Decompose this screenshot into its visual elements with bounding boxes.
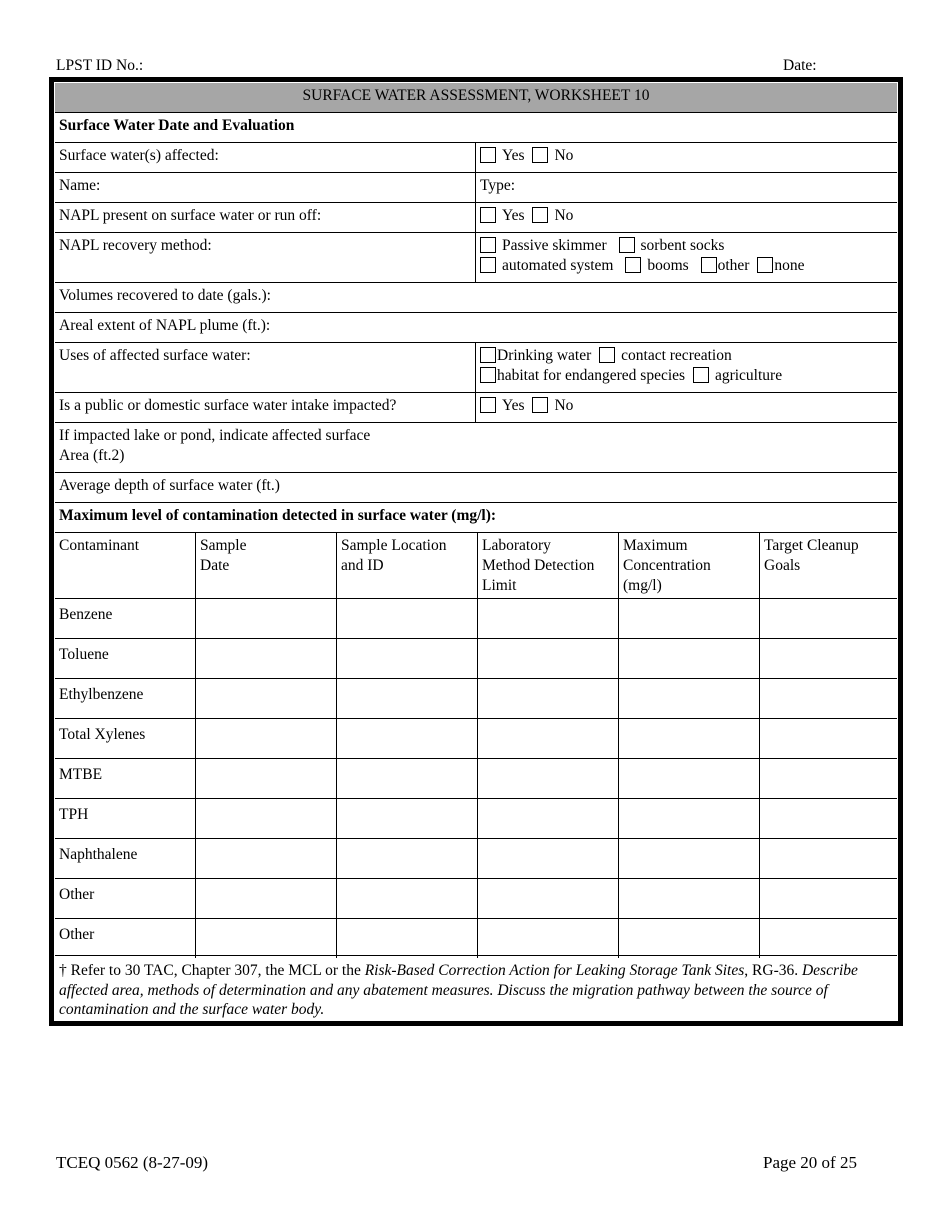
table-cell[interactable] [478,839,619,878]
napl-no-checkbox[interactable] [532,207,548,223]
name-field[interactable]: Name: [59,177,101,194]
lpst-id-label: LPST ID No.: [56,57,144,74]
sorbent-socks-label: sorbent socks [640,237,725,254]
table-cell[interactable] [337,679,478,718]
table-cell[interactable] [760,759,895,798]
table-cell[interactable] [337,919,478,958]
table-cell[interactable] [760,839,895,878]
contaminant-name: Other [59,926,95,943]
intake-yes-label: Yes [502,397,525,414]
table-cell[interactable] [760,639,895,678]
table-cell[interactable] [478,719,619,758]
intake-no-checkbox[interactable] [532,397,548,413]
affected-label: Surface water(s) affected: [59,147,219,164]
type-field[interactable]: Type: [480,177,516,194]
affected-row [55,143,897,172]
section-heading: Surface Water Date and Evaluation [59,117,295,134]
table-row [55,679,897,718]
napl-present-label: NAPL present on surface water or run off: [59,207,322,224]
affected-yes-label: Yes [502,147,525,164]
booms-checkbox[interactable] [625,257,641,273]
affected-options [476,143,897,172]
contaminant-name: Benzene [59,606,113,623]
table-cell[interactable] [619,719,760,758]
uses-options [476,343,897,392]
contact-recreation-checkbox[interactable] [599,347,615,363]
column-header-line: Laboratory [482,537,551,554]
column-header [196,533,337,598]
table-cell[interactable] [619,599,760,638]
table-cell[interactable] [196,679,337,718]
contaminant-name: Toluene [59,646,109,663]
intake-no-label: No [554,397,574,414]
napl-present-row [55,203,897,232]
table-row [55,799,897,838]
column-header-line: Goals [764,557,801,574]
table-cell[interactable] [337,839,478,878]
table-cell[interactable] [478,639,619,678]
depth-field[interactable]: Average depth of surface water (ft.) [59,477,280,494]
uses-row [55,343,897,392]
table-row [55,919,897,958]
form-id: TCEQ 0562 (8-27-09) [56,1153,209,1172]
contact-recreation-label: contact recreation [621,347,732,364]
none-label: none [774,257,805,274]
lake-field[interactable] [55,423,897,472]
table-cell[interactable] [478,599,619,638]
table-row [55,719,897,758]
table-cell[interactable] [619,919,760,958]
column-header-line: Method Detection [482,557,595,574]
automated-system-checkbox[interactable] [480,257,496,273]
passive-skimmer-label: Passive skimmer [502,237,607,254]
column-header-line: Contaminant [59,537,140,554]
date-label: Date: [783,57,817,74]
affected-no-checkbox[interactable] [532,147,548,163]
intake-options [476,393,897,422]
column-header [337,533,478,598]
worksheet-title: SURFACE WATER ASSESSMENT, WORKSHEET 10 [302,87,650,104]
contaminant-name: MTBE [59,766,103,783]
table-cell[interactable] [478,919,619,958]
column-header-line: Concentration [623,557,711,574]
column-header [478,533,619,598]
table-cell[interactable] [760,679,895,718]
none-checkbox[interactable] [757,257,773,273]
table-cell[interactable] [760,719,895,758]
table-cell[interactable] [619,799,760,838]
napl-present-options [476,203,897,232]
table-cell[interactable] [337,719,478,758]
table-cell[interactable] [478,799,619,838]
column-header-line: Maximum [623,537,688,554]
other-label: other [717,257,750,274]
areal-row [55,313,897,342]
volumes-field[interactable]: Volumes recovered to date (gals.): [59,287,271,304]
table-cell[interactable] [760,799,895,838]
contaminant-name: Other [59,886,95,903]
footnote-instructions: Describe affected area, methods of determination and any abatement measures. Discuss the migration pathway between the source of contamination and the surface water body. [59,962,858,1018]
table-cell[interactable] [478,679,619,718]
volumes-row [55,283,897,312]
footnote-suffix: , RG-36. [744,962,799,979]
table-row [55,759,897,798]
habitat-label: habitat for endangered species [497,367,686,384]
intake-row [55,393,897,422]
habitat-checkbox[interactable] [480,367,496,383]
drinking-water-checkbox[interactable] [480,347,496,363]
table-cell[interactable] [196,599,337,638]
other-checkbox[interactable] [701,257,717,273]
column-header-line: Target Cleanup [764,537,859,554]
table-cell[interactable] [196,839,337,878]
table-row [55,639,897,678]
column-header-line: (mg/l) [623,577,662,594]
table-cell[interactable] [196,879,337,918]
uses-label: Uses of affected surface water: [59,347,251,364]
contamination-heading-row [55,503,897,532]
intake-yes-checkbox[interactable] [480,397,496,413]
agriculture-checkbox[interactable] [693,367,709,383]
table-cell[interactable] [196,719,337,758]
table-cell[interactable] [337,879,478,918]
contaminant-name: Naphthalene [59,846,138,863]
sorbent-socks-checkbox[interactable] [619,237,635,253]
column-header-line: Sample Location [341,537,447,554]
agriculture-label: agriculture [714,367,783,384]
page-number: Page 20 of 25 [763,1153,857,1172]
depth-row [55,473,897,502]
table-cell[interactable] [196,639,337,678]
booms-label: booms [647,257,689,274]
name-row [55,173,897,202]
table-cell[interactable] [619,879,760,918]
table-cell[interactable] [337,639,478,678]
table-cell[interactable] [196,759,337,798]
column-header [760,533,895,598]
table-row [55,599,897,638]
table-cell[interactable] [619,639,760,678]
column-header [55,533,196,598]
contamination-header-row [55,533,897,598]
column-header-line: Date [200,557,230,574]
column-header-line: and ID [341,557,384,574]
recovery-label: NAPL recovery method: [59,237,212,254]
table-cell[interactable] [478,759,619,798]
drinking-water-label: Drinking water [497,347,592,364]
contaminant-name: TPH [59,806,89,823]
table-cell[interactable] [337,599,478,638]
table-cell[interactable] [760,599,895,638]
lake-label-line1: If impacted lake or pond, indicate affected surface [59,427,371,444]
affected-no-label: No [554,147,574,164]
worksheet-frame [49,77,903,1026]
table-cell[interactable] [196,799,337,838]
automated-system-label: automated system [502,257,614,274]
lake-row [55,423,897,472]
affected-yes-checkbox[interactable] [480,147,496,163]
table-cell[interactable] [760,919,895,958]
areal-field[interactable]: Areal extent of NAPL plume (ft.): [59,317,271,334]
lake-label-line2: Area (ft.2) [59,447,125,464]
footnote-guidance-title: Risk-Based Correction Action for Leaking Storage Tank Sites [364,962,745,979]
recovery-row [55,233,897,282]
table-cell[interactable] [760,879,895,918]
footnote-prefix: † Refer to 30 TAC, Chapter 307, the MCL or the [59,962,365,979]
section-heading-row [55,113,897,142]
passive-skimmer-checkbox[interactable] [480,237,496,253]
column-header [619,533,760,598]
recovery-options [476,233,897,282]
worksheet-title-row [55,83,897,112]
column-header-line: Sample [200,537,247,554]
napl-yes-label: Yes [502,207,525,224]
table-row [55,879,897,918]
table-cell[interactable] [619,679,760,718]
column-header-line: Limit [482,577,517,594]
contaminant-name: Total Xylenes [59,726,146,743]
table-cell[interactable] [196,919,337,958]
intake-label: Is a public or domestic surface water intake impacted? [59,397,397,414]
table-row [55,839,897,878]
footnote [55,956,897,1016]
table-cell[interactable] [478,879,619,918]
table-cell[interactable] [619,839,760,878]
contaminant-name: Ethylbenzene [59,686,144,703]
napl-no-label: No [554,207,574,224]
table-cell[interactable] [619,759,760,798]
contamination-heading: Maximum level of contamination detected in surface water (mg/l): [59,507,497,524]
napl-yes-checkbox[interactable] [480,207,496,223]
table-cell[interactable] [337,799,478,838]
table-cell[interactable] [337,759,478,798]
